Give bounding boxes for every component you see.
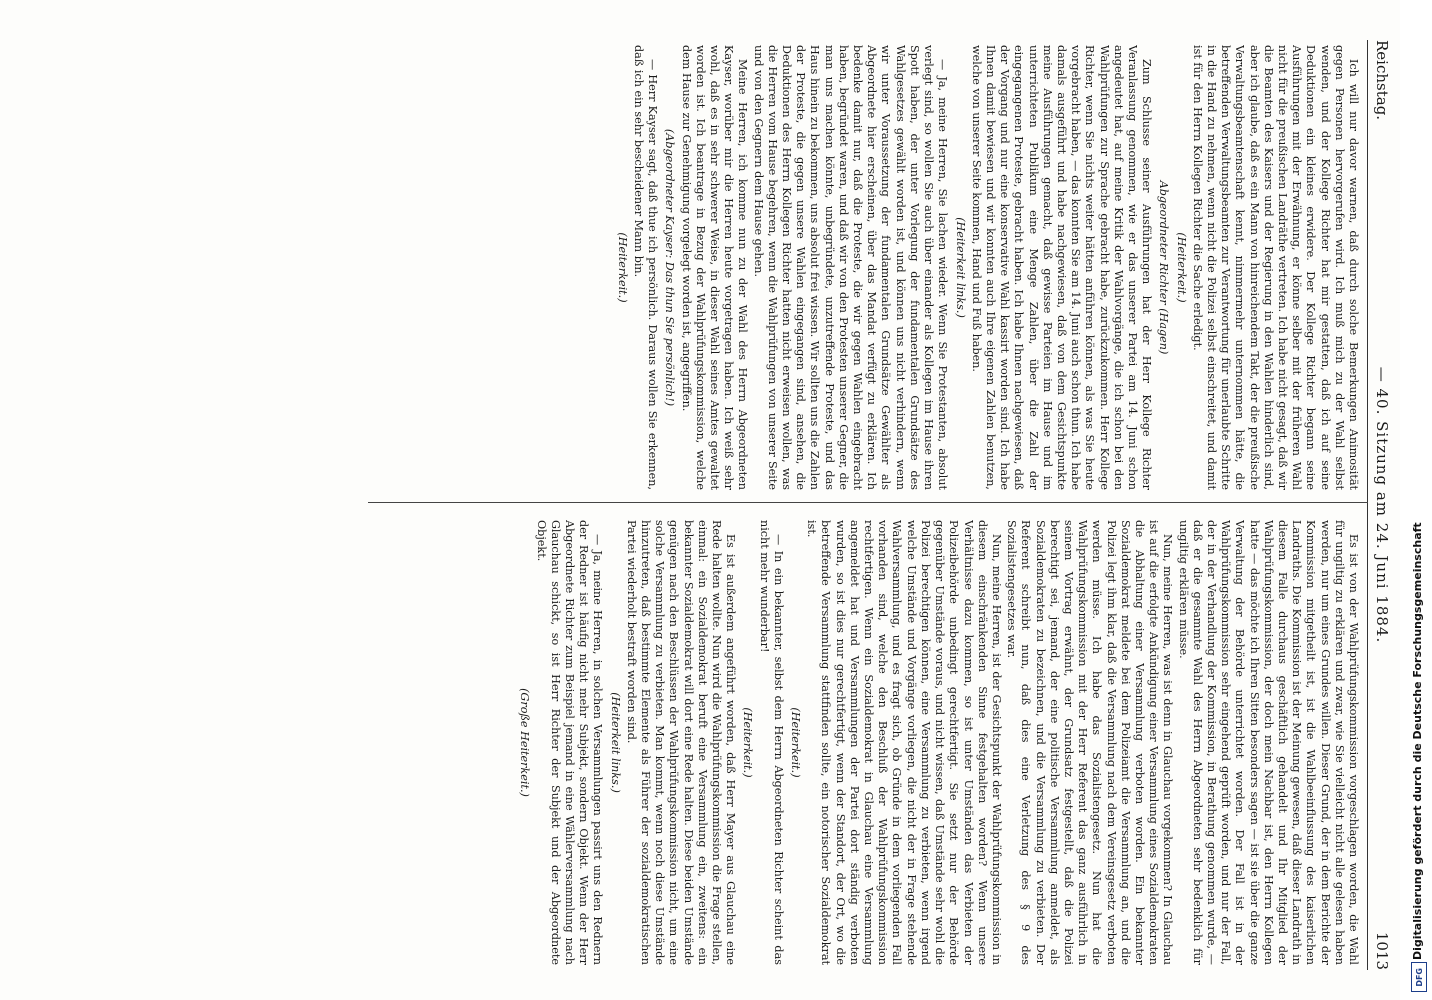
dfg-logo-text: DFG xyxy=(1414,967,1424,987)
paragraph: Es ist von der Wahlprüfungskommission vorgeschlagen worden, die Wahl für ungiltig zu erklären und zwar, wie Sie vielleicht nicht alle gelesen haben werden, nur um eines Grundes willen. Dieser Grund, der in dem Berichte der Kommission mitgetheilt ist, ist die Wahlbeeinflussung des kaiserlichen Landraths. Die Kommission ist der Meinung gewesen, daß dieser Landrath in diesem Falle durchaus geschäftlich gehandelt und Ihr Mitglied der Wahlprüfungskommission, der doch mein Nachbar ist, den Herrn Kollegen hatte — das möchte ich Ihren Sitten besonders sagen — ist sie über die ganze Verwaltung der Behörde unterrichtet worden. Der Fall ist in der Wahlprüfungskommission sehr eingehend geprüft worden, und nur der Fall, der in der Verhandlung der Kommission, in Berathung genommen wurde, — daß er die gesammte Wahl des Herrn Abgeordneten sehr bedenklich für ungiltig erklären müsse. xyxy=(1176,520,1360,965)
paragraph: Ich will nur davor warnen, daß durch solche Bemerkungen Animosität gegen Personen hervorgerufen wird. Ich muß mich zu der Wahl selbst wenden, und der Kollege Richter hat mir gestatten, daß ich auf seine Deduktionen ein kleines erwidere. Der Kollege Richter begann seine Ausführungen mit der Erwähnung, er könne selber mit der früheren Wahl nicht für die preußischen Landräthe vertreten. Ich habe nicht gesagt, daß wir die Beamten des Kaisers und der Regierung in den Wahlen hinderlich sind, aber ich glaube, daß es ein Mann von hinreichendem Takt, der die preußische Verwaltungsbeamtenschaft kennt, nimmermehr unternommen hätte, die betreffenden Verwaltungsbeamten zur Verantwortung für unerlaubte Schritte in die Hand zu nehmen, wenn nicht die Polizei selbst einschreitet, und damit ist für den Herrn Kollegen Richter die Sache erledigt. xyxy=(1190,45,1360,490)
right-column xyxy=(20,520,1360,965)
paragraph: — Herr Kayser sagt, daß thue ich persönlich. Daraus wollen Sie erkennen, daß ich ein sehr bescheidener Mann bin. xyxy=(632,45,660,490)
dfg-logo xyxy=(1411,962,1427,992)
paragraph: Meine Herren, ich komme nun zu der Wahl des Herrn Abgeordneten Kayser, worüber mir die Herren heute vorgetragen haben. Ich weiß sehr wohl, daß es in sehr schwerer Weise, in dieser Wahl seines Amtes gewaltet worden ist. Ich beantrage in Bezug der Wahlprüfungskommission, welche dem Hause zur Genehmigung vorgelegt worden ist, angegriffen. xyxy=(679,45,750,490)
page-number: 1013 xyxy=(1373,931,1391,970)
left-column xyxy=(20,45,1360,490)
digitization-credit: Digitalisierung gefördert durch die Deutsche Forschungsgemeinschaft xyxy=(1411,522,1424,960)
stage-direction: (Heiterkeit links.) xyxy=(608,692,622,793)
stage-direction: (Große Heiterkeit.) xyxy=(518,688,532,797)
paragraph: — Ja, meine Herren, Sie lachen wieder. Wenn Sie Protestanten, absolut verlegt sind, so wollen Sie auch über einander als Kollegen im Hause ihren Spott haben, der unter Vorlegung der fundamentalen Grundsätze des Wahlgesetzes gewählt worden ist, und können uns nicht verhindern, wenn wir unter Voraussetzung der fundamentalen Grundsätze Gewählter als Abgeordnete hier erscheinen, über das Mandat verfügt zu erklären. Ich bedenke damit nur, daß die Proteste, die wir gegen Wahlen eingebracht haben, begründet waren, und daß wir von den Protesten unserer Gegner, die man uns machen könnte, unbegründete, unzutreffende Proteste, und das Haus hinein zu bekommen, uns absolut frei wissen. Wir sollten uns die Zahlen der Proteste, die gegen unsere Wahlen eingegangen sind, ansehen, die Deduktionen des Herrn Kollegen Richter hatten nicht erweisen wollen, was die Herren vom Hause begehren, wenn die Wahlprüfungen von unserer Seite und von den Gegnern dem Hause gehen. xyxy=(751,45,950,490)
stage-direction: (Heiterkeit.) xyxy=(741,707,755,778)
header-session: — 40. Sitzung am 24. Juni 1884. xyxy=(1373,366,1391,644)
paragraph: Zum Schlusse seiner Ausführungen hat der Herr Kollege Richter Veranlassung genommen, wie er das unserer Partei am 14. Juni schon angedeutet hat, auf meine Kritik der Wahlvorgänge, die ich schon bei den Wahlprüfungen zur Sprache gebracht habe, zurückzukommen. Herr Kollege Richter, wenn Sie nichts weiter hätten anführen können, als was Sie heute vorgebracht haben, — das konnten Sie am 14. Juni auch schon thun. Ich habe damals ausgeführt und habe nachgewiesen, daß von dem Gesichtspunkte meine Ausführungen gemacht, daß gewisse Parteien im Hause und im unterrichteten Publikum eine Menge Zahlen, über die Zahl der eingegangenen Proteste, gebracht haben. Ich habe Ihnen nachgewiesen, daß der Vorgang und nur eine konservative Wahl kassirt worden sind. Ich habe Ihnen damit bewiesen und wir konnten auch Ihre eigenen Zahlen benutzen, welche von unserer Seite kommen, Hand und Fuß haben. xyxy=(969,45,1154,490)
paragraph: Es ist außerdem angeführt worden, daß Herr Mayer aus Glauchau eine Rede halten wollte. Nun wird die Wahlprüfungskommission die Frage stellen, einmal: ein Sozialdemokrat beruft eine Versammlung ein, zweitens: ein bekannter Sozialdemokrat will dort eine Rede halten. Diese beiden Umstände genügen nach den Beschlüssen der Wahlprüfungskommission nicht, um eine solche Versammlung zu verbieten. Man kommt, wenn noch diese Umstände hinzutreten, daß bestimmte Elemente als Führer der sozialdemokratischen Partei wiederholt bestraft worden sind. xyxy=(624,520,738,965)
stage-direction: (Abgeordneter Kayser: Das thun Sie persönlich!) xyxy=(663,128,677,407)
stage-direction: (Heiterkeit.) xyxy=(1174,232,1188,303)
paragraph: Nun, meine Herren, ist der Gesichtspunkt der Wahlprüfungskommission in diesem einschränkenden Sinne festgehalten worden? Wenn unsere Verhältnisse dazu kommen, so ist unter Umständen das Verbieten der Polizeibehörde unbedingt gerechtfertigt. Sie setzt nur der Behörde gegenüber Umstände voraus, und nicht wissen, daß Umstände sehr wohl die Polizei berechtigen können, eine Versammlung zu verbieten, wenn irgend welche Umstände und Vorgänge vorliegen, die nicht der in Frage stehende Wahlversammlung, und es fragt sich, ob Gründe in dem vorliegenden Fall vorhanden sind, welche den Beschluß der Wahlprüfungskommission rechtfertigen. Wenn ein Sozialdemokrat in Glauchau eine Versammlung angemeldet hat und Versammlungen der Partei dort ständig verboten wurden, so ist dies nur gerechtfertigt, wenn der Standort, der Ort, wo die betreffende Versammlung stattfinden sollte, ein notorischer Sozialdemokrat ist. xyxy=(805,520,1003,965)
stage-direction: (Heiterkeit.) xyxy=(789,707,803,778)
paragraph: Nun, meine Herren, was ist denn in Glauchau vorgekommen? In Glauchau ist auf die erfolgte Ankündigung einer Versammlung eines Sozialdemokraten die Abhaltung einer Versammlung verboten worden. Ein bekannter Sozialdemokrat meldete bei dem Polizeiamt die Versammlung an, und die Polizei legt ihm klar, daß die Versammlung nach dem Vereinsgesetz verboten werden müsse. Ich habe das Sozialistengesetz. Nun hat die Wahlprüfungskommission mit der Herr Referent das ganz ausführlich in seinem Vortrag erwähnt, der Grundsatz festgestellt, daß die Polizei berechtigt sei, jemand, der eine politische Versammlung anmeldet, als Sozialdemokraten zu bezeichnen, und die Versammlung zu verbieten. Der Referent schreibt nun, daß dies eine Verletzung des § 9 des Sozialistengesetzes war. xyxy=(1005,520,1175,965)
stage-direction: (Heiterkeit.) xyxy=(615,232,629,303)
paragraph: — In ein bekannter, selbst dem Herrn Abgeordneten Richter scheint das nicht mehr wunderbar! xyxy=(757,520,785,965)
digitization-credit-strip xyxy=(1405,0,1432,1000)
paragraph: — Ja, meine Herren, in solchen Versammlungen passirt uns den Rednern der Redner ist häufig nicht mehr Subjekt, sondern Objekt. Wenn der Herr Abgeordnete Richter zum Beispiel jemand in eine Wählerversammlung nach Glauchau schickt, so ist Herr Richter der Subjekt und der Abgeordnete Objekt. xyxy=(534,520,605,965)
header-rule xyxy=(1367,40,1368,970)
column-divider xyxy=(368,502,1368,503)
stage-direction: Abgeordneter Richter (Hagen) xyxy=(1157,180,1171,355)
stage-direction: (Heiterkeit links.) xyxy=(953,217,967,318)
running-header xyxy=(1370,40,1394,970)
header-publication: Reichstag. xyxy=(1373,40,1391,121)
